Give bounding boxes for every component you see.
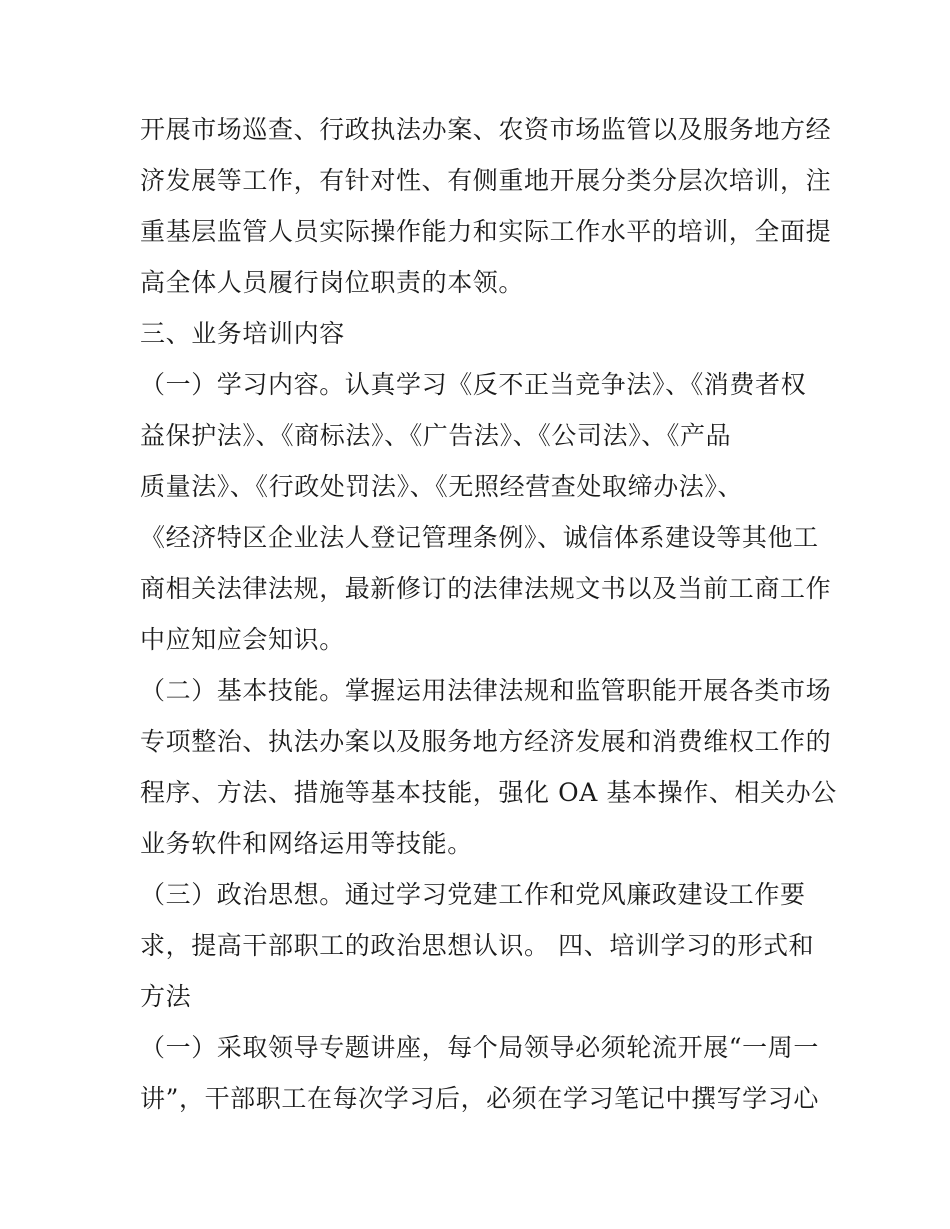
text-line: （一）学习内容。认真学习《反不正当竞争法》、《消费者权: [140, 370, 807, 399]
text-line: 开展市场巡查、行政执法办案、农资市场监管以及服务地方经: [140, 115, 832, 144]
text-line: 业务软件和网络运用等技能。: [140, 829, 473, 858]
text-line: 专项整治、执法办案以及服务地方经济发展和消费维权工作的: [140, 727, 832, 756]
text-line: 重基层监管人员实际操作能力和实际工作水平的培训，全面提: [140, 217, 832, 246]
text-line: 程序、方法、措施等基本技能，强化 OA 基本操作、相关办公: [140, 778, 837, 807]
text-line: 讲”，干部职工在每次学习后，必须在学习笔记中撰写学习心: [140, 1084, 819, 1113]
text-line: （二）基本技能。掌握运用法律法规和监管职能开展各类市场: [140, 676, 832, 705]
text-line: 济发展等工作，有针对性、有侧重地开展分类分层次培训，注: [140, 166, 832, 195]
text-line: 方法: [140, 982, 192, 1011]
text-line: 求，提高干部职工的政治思想认识。 四、培训学习的形式和: [140, 931, 815, 960]
text-line: 高全体人员履行岗位职责的本领。: [140, 268, 525, 297]
text-line: 中应知应会知识。: [140, 625, 345, 654]
text-line: 质量法》、《行政处罚法》、《无照经营查处取缔办法》、: [140, 472, 744, 501]
text-line: 《经济特区企业法人登记管理条例》、诚信体系建设等其他工: [140, 523, 819, 552]
section-heading: 三、业务培训内容: [140, 319, 345, 348]
text-line: （一）采取领导专题讲座，每个局领导必须轮流开展“一周一: [140, 1033, 819, 1062]
text-line: （三）政治思想。通过学习党建工作和党风廉政建设工作要: [140, 880, 806, 909]
text-line: 益保护法》、《商标法》、《广告法》、《公司法》、《产品: [140, 421, 732, 450]
text-line: 商相关法律法规，最新修订的法律法规文书以及当前工商工作: [140, 574, 832, 603]
